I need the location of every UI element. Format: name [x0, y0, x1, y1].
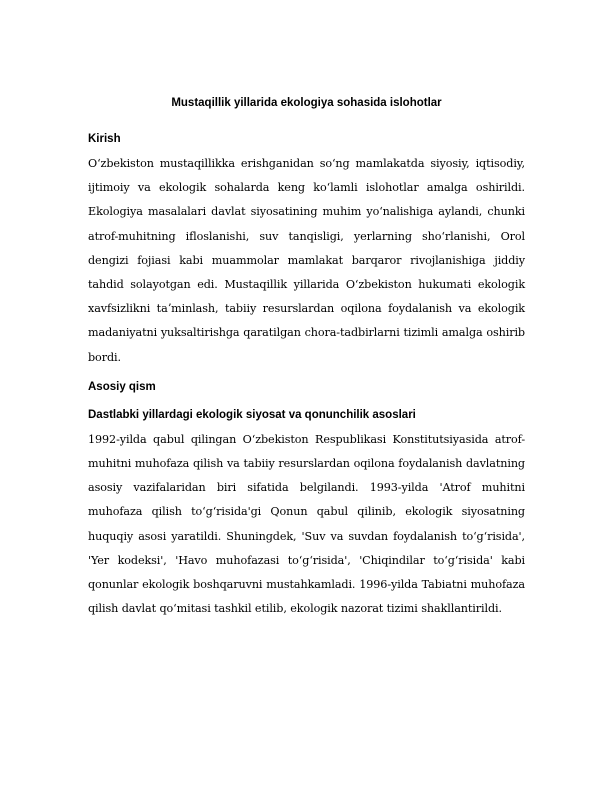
- section-asosiy-qism: [88, 380, 525, 622]
- subheading-ekologik-siyosat: Dastlabki yillardagi ekologik siyosat va qonunchilik asoslari: [88, 408, 416, 421]
- section-heading-asosiy-qism: Asosiy qism: [88, 380, 156, 393]
- document-page: [88, 96, 525, 631]
- section-heading-kirish: Kirish: [88, 133, 121, 145]
- paragraph-ekologik-siyosat: 1992-yilda qabul qilingan O‘zbekiston Respublikasi Konstitutsiyasida atrof-muhitni muhofaza qilish va tabiiy resurslardan oqilona foydalanish davlatning asosiy vazifalaridan biri sifatida belgilandi. 1993-yilda 'Atrof muhitni muhofaza qilish to‘g‘risida'gi Qonun qabul qilinib, ekologik siyosatning huquqiy asosi yaratildi. Shuningdek, 'Suv va suvdan foydalanish to‘g‘risida', 'Yer kodeksi', 'Havo muhofazasi to‘g‘risida', 'Chiqindilar to‘g‘risida' kabi qonunlar ekologik boshqaruvni mustahkamladi. 1996-yilda Tabiatni muhofaza qilish davlat qo‘mitasi tashkil etilib, ekologik nazorat tizimi shakllantirildi.: [88, 432, 525, 616]
- section-kirish: [88, 132, 525, 370]
- document-title: Mustaqillik yillarida ekologiya sohasida islohotlar: [171, 97, 442, 109]
- paragraph-kirish: O‘zbekiston mustaqillikka erishganidan so‘ng mamlakatda siyosiy, iqtisodiy, ijtimoiy va ekologik sohalarda keng ko‘lamli islohotlar amalga oshirildi. Ekologiya masalalari davlat siyosatining muhim yo‘nalishiga aylandi, chunki atrof-muhitning ifloslanishi, suv tanqisligi, yerlarning sho‘rlanishi, Orol dengizi fojiasi kabi muammolar mamlakat barqaror rivojlanishiga jiddiy tahdid solayotgan edi. Mustaqillik yillarida O‘zbekiston hukumati ekologik xavfsizlikni taʼminlash, tabiiy resurslardan oqilona foydalanish va ekologik madaniyatni yuksaltirishga qaratilgan chora-tadbirlarni tizimli amalga oshirib bordi.: [88, 157, 525, 364]
